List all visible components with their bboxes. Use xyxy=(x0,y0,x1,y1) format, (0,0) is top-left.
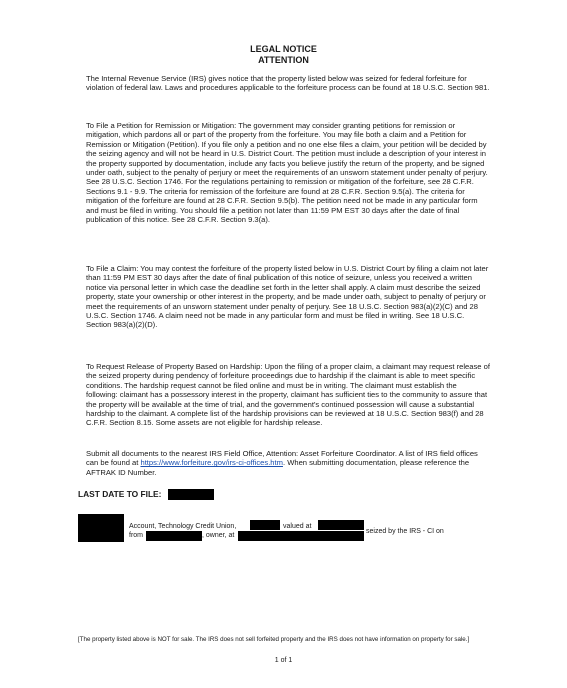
redacted-value xyxy=(318,520,364,530)
redacted-account xyxy=(250,520,280,530)
seizure-by-text: seized by the IRS - CI on xyxy=(366,528,444,535)
redacted-id xyxy=(78,514,124,542)
page-number: 1 of 1 xyxy=(274,657,293,664)
notice-subtitle: ATTENTION xyxy=(258,55,309,65)
hardship-paragraph: To Request Release of Property Based on Hardship: Upon the filing of a proper claim, a claimant may request release of the seized property during pendency of forfeiture proceedings due to hardship if the claimant is able to meet specific conditions. The hardship request cannot be filed online and must be in writing. The claimant must establish the following: claimant has a possessory interest in the property, claimant has sufficient ties to the community to assure that the property will be available at the time of trial, and the government's continued possession will cause a substantial hardship to the claimant. A complete list of the hardship provisions can be reviewed at 18 U.S.C. Section 983(f) and 28 C.F.R. Section 8.15. Some assets are not eligible for hardship release. xyxy=(86,362,490,428)
remission-paragraph: To File a Petition for Remission or Mitigation: The government may consider granting petitions for remission or mitigation, which pardons all or part of the property from the forfeiture. You may file both a claim and a Petition for Remission or Mitigation (Petition). If you file only a petition and no one else files a claim, your petition will be decided by the seizing agency and will not be heard in U.S. District Court. The petition must include a description of your interest in the property supported by documentation, include any facts you believe justify the return of the property, and be signed under oath, subject to the penalty of perjury or meet the requirements of an unsworn statement under penalty of perjury. See 28 U.S.C. Section 1746. For the regulations pertaining to remission or mitigation of the forfeiture, see 28 C.F.R. Sections 9.1 - 9.9. The criteria for remission of the forfeiture are found at 28 C.F.R. Section 9.5(a). The criteria for mitigation of the forfeiture are found at 28 C.F.R. Section 9.5(b). The petition need not be made in any particular form and must be filed in writing. You should file a petition not later than 11:59 PM EST 30 days after the date of final publication of this notice. See 28 C.F.R. Section 9.3(a). xyxy=(86,121,488,225)
submit-text-after: . When submitting documentation, please reference the AFTRAK ID Number. xyxy=(86,458,470,477)
redacted-address xyxy=(238,531,364,541)
seizure-owner-text: , owner, at xyxy=(202,532,235,539)
notice-header xyxy=(0,44,567,66)
redacted-date xyxy=(168,489,214,500)
irs-offices-link[interactable]: https://www.forfeiture.gov/irs-ci-offices.htm xyxy=(140,458,283,468)
notice-title: LEGAL NOTICE xyxy=(250,44,317,54)
last-date-label: LAST DATE TO FILE: xyxy=(78,489,162,499)
intro-paragraph: The Internal Revenue Service (IRS) gives notice that the property listed below was seized for federal forfeiture for violation of federal law. Laws and procedures applicable to the forfeiture process can be found at 18 U.S.C. Section 981. xyxy=(86,74,490,93)
seizure-valued-text: valued at xyxy=(283,523,312,530)
submit-paragraph xyxy=(86,449,490,477)
seizure-details xyxy=(78,514,498,554)
footer-note: [The property listed above is NOT for sale. The IRS does not sell forfeited property and the IRS does not have information on property for sale.] xyxy=(78,636,470,643)
seizure-from-text: from xyxy=(129,532,143,539)
claim-paragraph: To File a Claim: You may contest the forfeiture of the property listed below in U.S. District Court by filing a claim not later than 11:59 PM EST 30 days after the date of final publication of this notice of seizure, unless you received a written notice via personal letter in which case the deadline set forth in the letter shall apply. A claim must describe the seized property, state your ownership or other interest in the property, and be made under oath, subject to penalty of perjury or meet the requirements of an unsworn statement under penalty of perjury. See 18 U.S.C. Section 983(a)(2)(C) and 28 U.S.C. Section 1746. A claim need not be made in any particular form and must be filed in writing. See 18 U.S.C. Section 983(a)(2)(D). xyxy=(86,264,489,330)
last-date-row xyxy=(78,489,214,500)
submit-text-before: Submit all documents to the nearest IRS Field Office, Attention: Asset Forfeiture Coordinator. A list of IRS field offices can be found at xyxy=(86,449,478,468)
seizure-account-text: Account, Technology Credit Union, xyxy=(129,523,237,530)
redacted-owner xyxy=(146,531,202,541)
